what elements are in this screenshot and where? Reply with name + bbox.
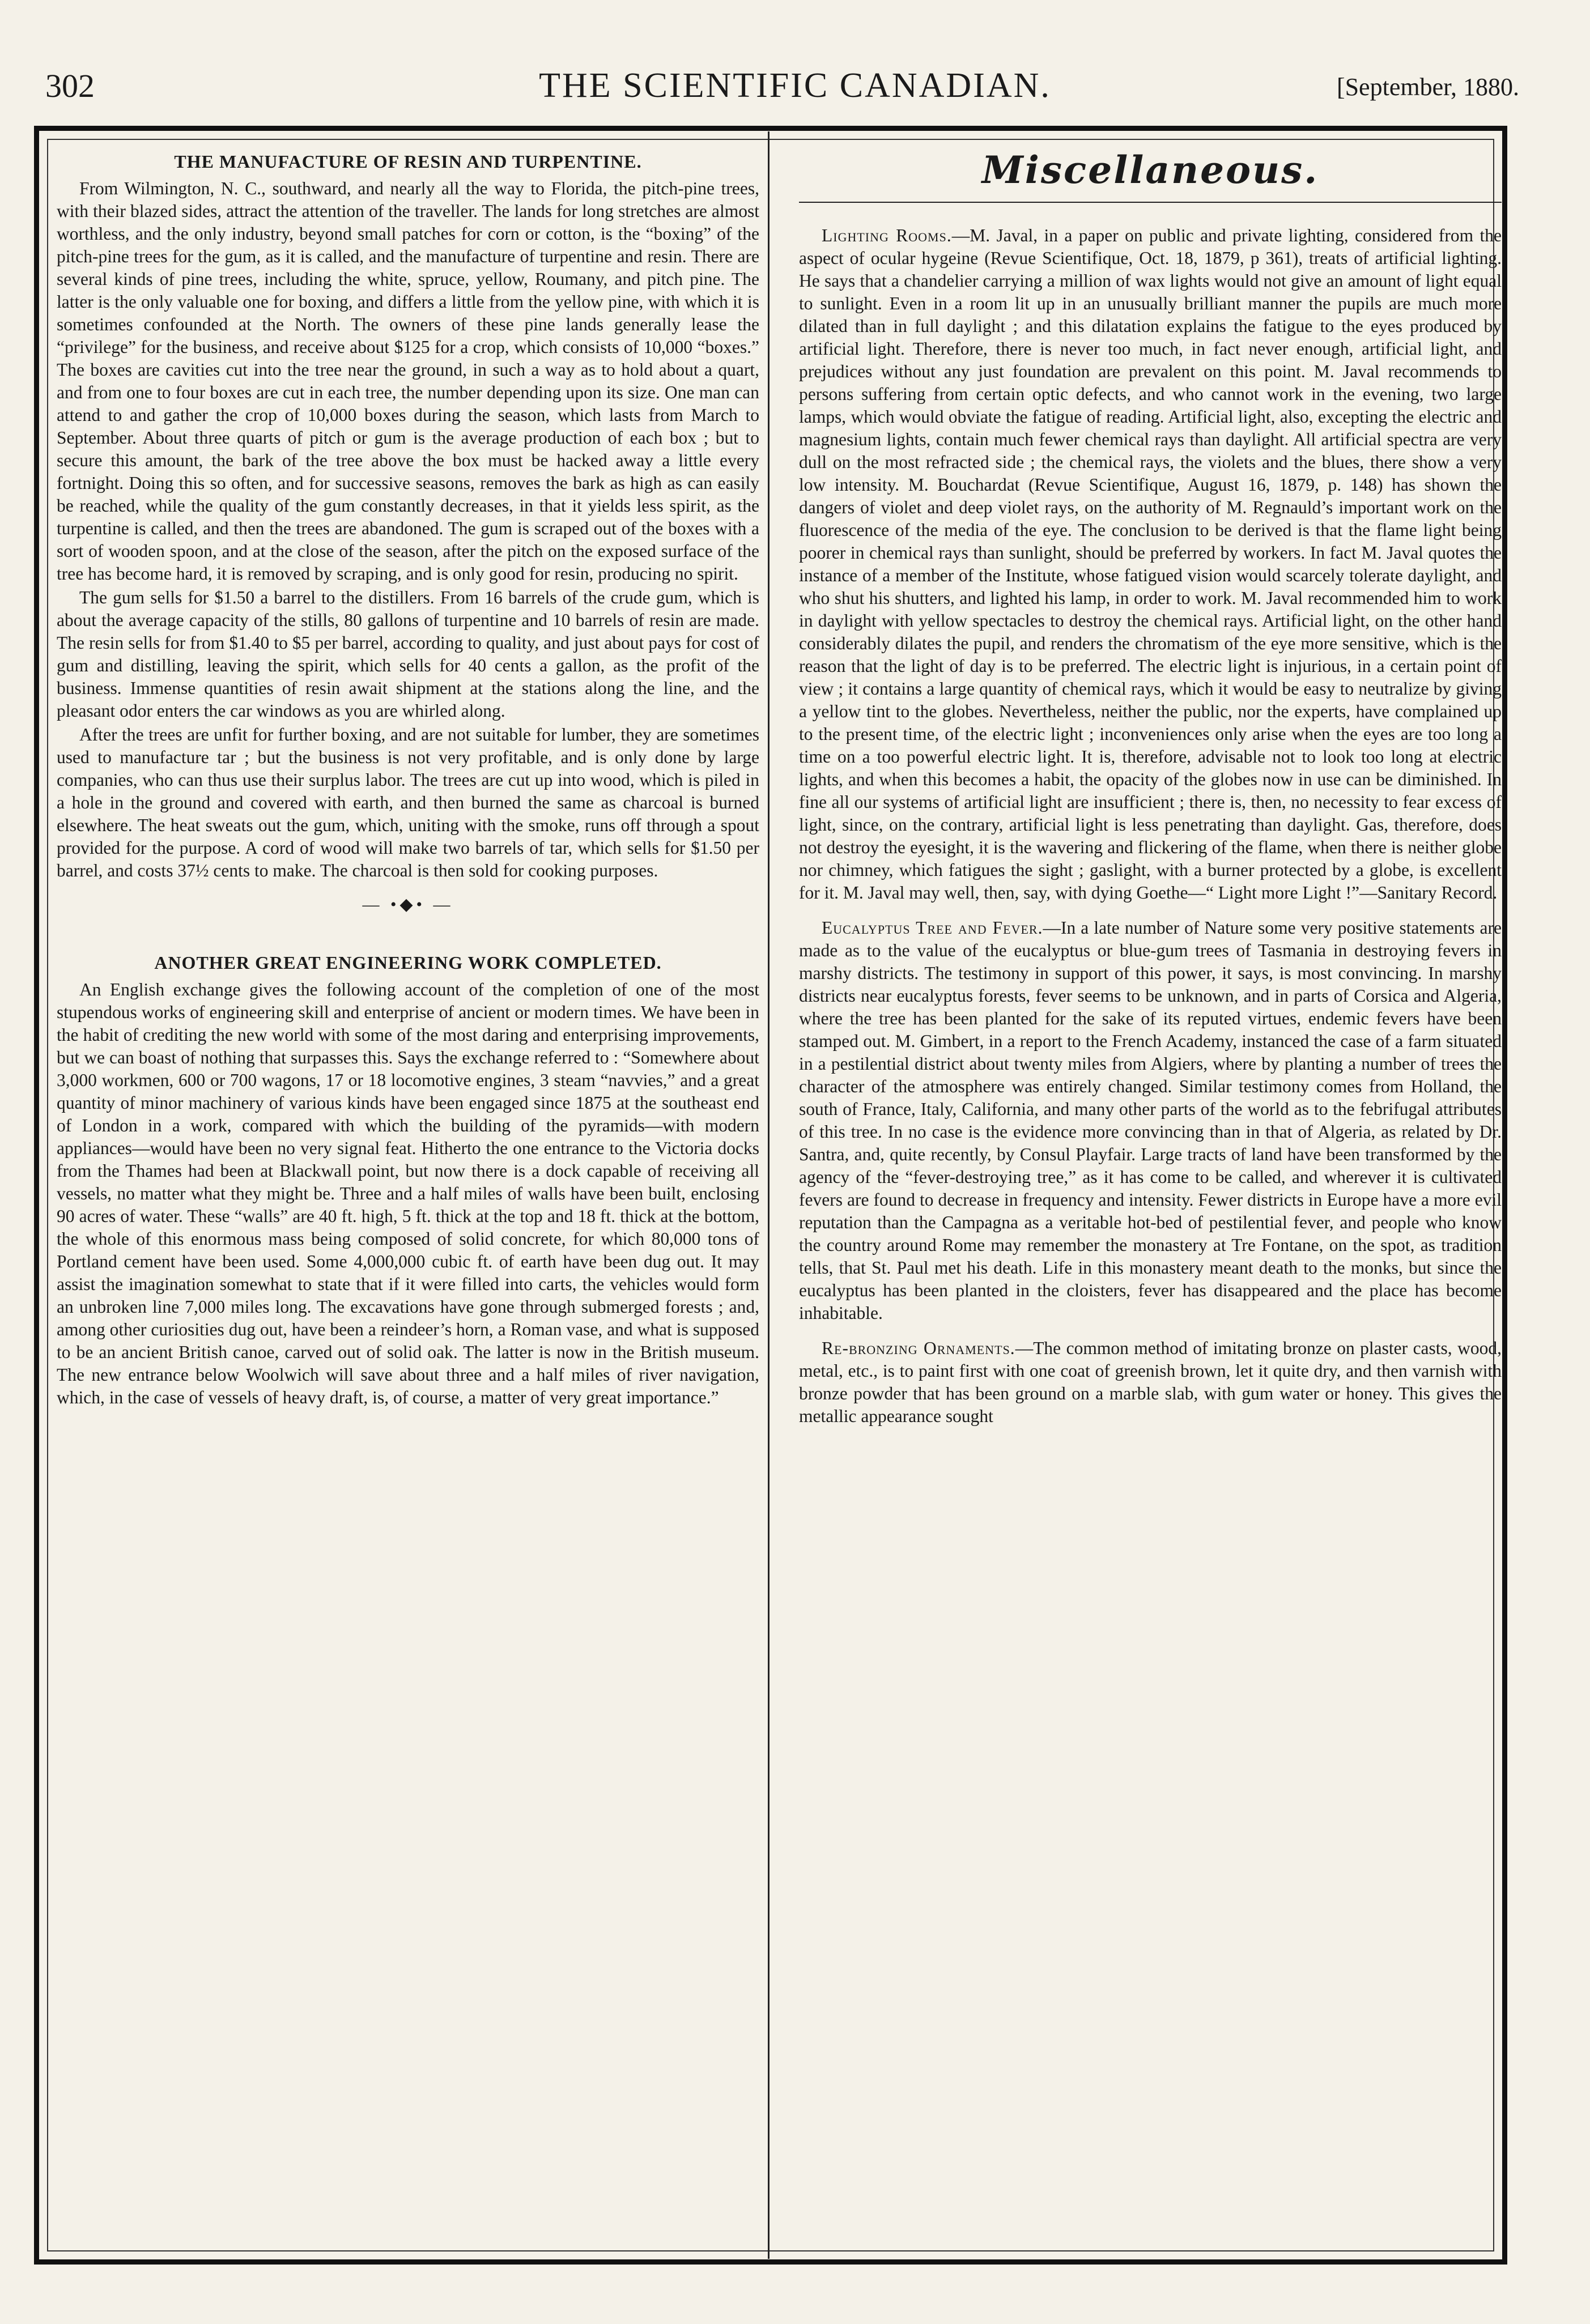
section-title-miscellaneous: Miscellaneous. bbox=[981, 148, 1319, 192]
article-title-engineering: ANOTHER GREAT ENGINEERING WORK COMPLETED. bbox=[154, 952, 662, 973]
right-column bbox=[799, 148, 1502, 2245]
page-number: 302 bbox=[45, 67, 95, 104]
article-paragraph: The gum sells for $1.50 a barrel to the distillers. From 16 barrels of the crude gum, which is about the average capacity of the stills, 80 gallons of turpentine and 10 barrels of resin are made. The resin sells for from $1.40 to $5 per barrel, according to quality, and just about pays for cost of gum and distilling, leaving the spirit, which sells for 40 cents a gallon, as the profit of the business. Immense quantities of resin await shipment at the stations along the line, and the pleasant odor enters the car windows as you are whirled along. bbox=[57, 588, 759, 721]
left-column bbox=[57, 150, 759, 2246]
misc-item-text: —In a late number of Nature some very positive statements are made as to the value of the eucalyptus or blue-gum trees of Tasmania in destroying fevers in marshy districts. The testimony in support of this power, it says, is most convincing. In marshy districts near eucalyptus forests, fever seems to be unknown, and in parts of Corsica and Algeria, where the tree has been planted for the sake of its reputed virtues, endemic fevers have been stamped out. M. Gimbert, in a report to the French Academy, instanced the case of a farm situated in a pestilential district about twenty miles from Algiers, where by planting a number of trees the character of the atmosphere was entirely changed. Similar testimony comes from Holland, the south of France, Italy, California, and many other parts of the world as to the febrifugal attributes of this tree. In no case is the evidence more convincing than in that of Algeria, as related by Dr. Santra, and, quite recently, by Consul Playfair. Large tracts of land have been transformed by the agency of the “fever-destroying tree,” as it has come to be called, and wherever it is cultivated fevers are found to decrease in frequency and intensity. Fewer districts in Europe have a more evil reputation than the Campagna as a veritable hot-bed of pestilential fever, and people who know the country around Rome may remember the monastery at Tre Fontane, on the spot, as tradition tells, that St. Paul met his death. Life in this monastery meant death to the monks, but since the eucalyptus has been planted in the cloisters, fever has disappeared and the place has become inhabitable. bbox=[799, 918, 1502, 1323]
page-header bbox=[0, 0, 1590, 130]
misc-item-lighting bbox=[799, 224, 1502, 904]
issue-date: [September, 1880. bbox=[1336, 73, 1519, 101]
publication-title: THE SCIENTIFIC CANADIAN. bbox=[539, 66, 1051, 105]
article-title-resin: THE MANUFACTURE OF RESIN AND TURPENTINE. bbox=[174, 151, 642, 172]
article-paragraph: From Wilmington, N. C., southward, and nearly all the way to Florida, the pitch-pine trees, with their blazed sides, attract the attention of the traveller. The lands for long stretches are almost worthless, and the only industry, beyond small patches for corn or cotton, is the “boxing” of the pitch-pine trees for the gum, as it is called, and the manufacture of turpentine and resin. There are several kinds of pine trees, including the white, spruce, yellow, Roumany, and pitch pine. The latter is the only valuable one for boxing, and differs a little from the yellow pine, with which it is sometimes confounded at the North. The owners of these pine lands generally lease the “privilege” for the business, and receive about $125 for a crop, which consists of 10,000 “boxes.” The boxes are cavities cut into the tree near the ground, in such a way as to hold about a quart, and from one to four boxes are cut in each tree, the number depending upon its size. One man can attend to and gather the crop of 10,000 boxes during the season, which lasts from March to September. About three quarts of pitch or gum is the average production of each box ; but to secure this amount, the bark of the tree above the box must be hacked away a little every fortnight. Doing this so often, and for successive seasons, removes the bark as high as can easily be reached, while the quality of the gum constantly decreases, in that it yields less spirit, as the turpentine is called, and then the trees are abandoned. The gum is scraped out of the boxes with a sort of wooden spoon, and at the close of the season, after the pitch on the exposed surface of the tree has become hard, it is removed by scraping, and is only good for resin, producing no spirit. bbox=[57, 178, 759, 584]
misc-item-subhead: Lighting Rooms. bbox=[822, 225, 952, 245]
misc-item-text: —The common method of imitating bronze on plaster casts, wood, metal, etc., is to paint first with one coat of greenish brown, let it quite dry, and then varnish with bronze powder that has been ground on a marble slab, with gum water or honey. This gives the metallic appearance sought bbox=[799, 1338, 1502, 1426]
column-divider bbox=[768, 131, 770, 2259]
article-paragraph: An English exchange gives the following account of the completion of one of the most stupendous works of engineering skill and enterprise of ancient or modern times. We have been in the habit of crediting the new world with some of the most daring and enterprising improvements, but we can boast of nothing that surpasses this. Says the exchange referred to : “Somewhere about 3,000 workmen, 600 or 700 wagons, 17 or 18 locomotive engines, 3 steam “navvies,” and a great quantity of minor machinery of various kinds have been engaged since 1875 at the southeast end of London in a work, compared with which the building of the pyramids—with modern appliances—would have been no very signal feat. Hitherto the one entrance to the Victoria docks from the Thames had been at Blackwall point, but now there is a dock capable of receiving all vessels, no matter what they might be. Three and a half miles of walls have been built, enclosing 90 acres of water. These “walls” are 40 ft. high, 5 ft. thick at the top and 18 ft. thick at the bottom, the whole of this enormous mass being composed of solid concrete, for which 80,000 tons of Portland cement have been used. Some 4,000,000 cubic ft. of earth have been dug out. It may assist the imagination somewhat to state that if it were filled into carts, the vehicles would form an unbroken line 7,000 miles long. The excavations have gone through submerged forests ; and, among other curiosities dug out, have been a reindeer’s horn, a Roman vase, and what is supposed to be an ancient British canoe, carved out of solid oak. The latter is now in the British museum. The new entrance below Woolwich will save about three and a half miles of river navigation, which, in the case of vessels of heavy draft, is, of course, a matter of very great importance.” bbox=[57, 980, 759, 1407]
misc-item-subhead: Eucalyptus Tree and Fever. bbox=[822, 918, 1043, 938]
misc-item-rebronzing bbox=[799, 1337, 1502, 1428]
ornament-divider: — •◆• — bbox=[362, 895, 454, 914]
misc-item-eucalyptus bbox=[799, 917, 1502, 1325]
misc-item-subhead: Re-bronzing Ornaments. bbox=[822, 1338, 1015, 1358]
article-paragraph: After the trees are unfit for further boxing, and are not suitable for lumber, they are sometimes used to manufacture tar ; but the business is not very profitable, and is only done by large companies, who can thus use their surplus labor. The trees are cut up into wood, which is piled in a hole in the ground and covered with earth, and then burned the same as charcoal is burned elsewhere. The heat sweats out the gum, which, uniting with the smoke, runs off through a spout provided for the purpose. A cord of wood will make two barrels of tar, which sells for $1.50 per barrel, and costs 37½ cents to make. The charcoal is then sold for cooking purposes. bbox=[57, 725, 759, 880]
misc-item-text: —M. Javal, in a paper on public and private lighting, considered from the aspect of ocular hygeine (Revue Scientifique, Oct. 18, 1879, p 361), treats of artificial lighting. He says that a chandelier carrying a million of wax lights would not give an amount of light equal to sunlight. Even in a room lit up in an unusually brilliant manner the pupils are much more dilated than in full daylight ; and this dilatation explains the fatigue to the eyes produced by artificial light. Therefore, there is never too much, in fact never enough, artificial light, and prejudices without any just foundation are prevalent on this point. M. Javal recommends to persons suffering from certain optic defects, and who cannot work in the evening, two large lamps, which would obviate the fatigue of reading. Artificial light, also, excepting the electric and magnesium lights, contain much fewer chemical rays than daylight. All artificial spectra are very dull on the most refracted side ; the chemical rays, the violets and the blues, there show a very low intensity. M. Bouchardat (Revue Scientifique, August 16, 1879, p. 148) has shown the dangers of violet and deep violet rays, on the authority of M. Regnauld’s important work on the fluorescence of the media of the eye. The conclusion to be derived is that the flame light being poorer in chemical rays than sunlight, should be preferred by workers. In fact M. Javal quotes the instance of a member of the Institute, whose fatigued vision would scarcely tolerate daylight, and who shut his shutters, and lighted his lamp, in order to work. M. Javal recommended him to work in daylight with yellow spectacles to destroy the chemical rays. Artificial light, on the other hand considerably dilates the pupil, and renders the chromatism of the eye more sensitive, which is the reason that the light of day is to be preferred. The electric light is injurious, in a certain point of view ; it contains a large quantity of chemical rays, which it would be easy to neutralize by giving a yellow tint to the globes. Nevertheless, neither the public, nor the experts, have complained up to the present time, of the electric light ; inconveniences only arise when the eyes are too long a time on a too powerful electric light. It is, therefore, advisable not to look too long at electric lights, and when this becomes a habit, the opacity of the globes now in use can be diminished. In fine all our systems of artificial light are insufficient ; there is, then, no necessity to fear excess of light, since, on the contrary, artificial light is less penetrating than daylight. Gas, therefore, does not destroy the eyesight, it is the wavering and flickering of the flame, when there is neither globe nor chimney, which fatigues the sight ; gaslight, with a burner protected by a globe, is excellent for it. M. Javal may well, then, say, with dying Goethe—“ Light more Light !”—Sanitary Record. bbox=[799, 225, 1502, 903]
section-rule bbox=[799, 202, 1502, 203]
